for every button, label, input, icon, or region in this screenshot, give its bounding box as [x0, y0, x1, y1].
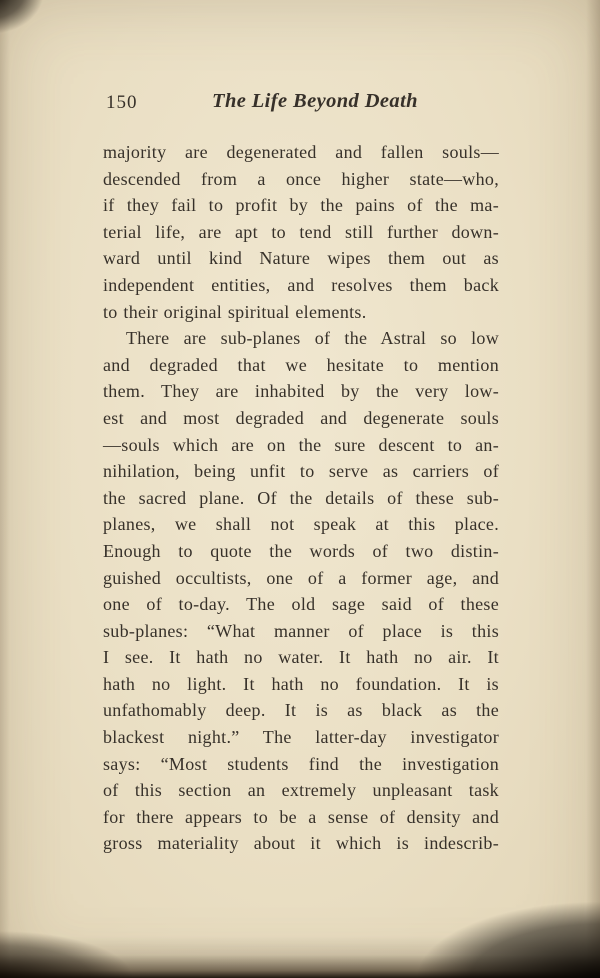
text-line: ward until kind Nature wipes them out as: [103, 248, 499, 269]
scan-shadow-right-edge: [586, 0, 600, 978]
scan-shadow-bottom-right: [365, 880, 600, 978]
text-line: the sacred plane. Of the details of these sub-: [103, 487, 499, 508]
text-line: says: “Most students find the investigation: [103, 753, 499, 774]
text-line: nihilation, being unfit to serve as carriers of: [103, 461, 499, 482]
text-line: unfathomably deep. It is as black as the: [103, 700, 499, 721]
text-line: Enough to quote the words of two distin-: [103, 540, 499, 561]
text-line: —souls which are on the sure descent to an-: [103, 434, 499, 455]
page-number: 150: [106, 92, 138, 113]
text-line: est and most degraded and degenerate souls: [103, 407, 499, 428]
text-line: if they fail to profit by the pains of the ma-: [103, 195, 499, 216]
text-line: guished occultists, one of a former age, and: [103, 567, 499, 588]
text-line: There are sub-planes of the Astral so low: [126, 328, 499, 349]
scan-shadow-left-edge: [0, 0, 10, 978]
text-line: hath no light. It hath no foundation. It is: [103, 673, 499, 694]
scan-shadow-bottom-edge: [0, 936, 600, 978]
text-line: blackest night.” The latter-day investigator: [103, 727, 499, 748]
text-line: one of to-day. The old sage said of these: [103, 594, 499, 615]
page-header: [103, 90, 499, 120]
text-line: sub-planes: “What manner of place is this: [103, 620, 499, 641]
text-line: terial life, are apt to tend still further down-: [103, 221, 499, 242]
text-line: gross materiality about it which is indescrib-: [103, 833, 499, 854]
text-line: independent entities, and resolves them back: [103, 274, 499, 295]
scan-shadow-bottom-left: [0, 916, 175, 978]
text-line: them. They are inhabited by the very low-: [103, 381, 499, 402]
text-line: majority are degenerated and fallen souls—: [103, 142, 499, 162]
text-line: planes, we shall not speak at this place.: [103, 514, 499, 535]
page-body: [103, 139, 499, 857]
running-title: The Life Beyond Death: [212, 90, 418, 112]
text-line: and degraded that we hesitate to mention: [103, 354, 499, 375]
text-line: to their original spiritual elements.: [103, 301, 367, 322]
text-line: descended from a once higher state—who,: [103, 168, 499, 189]
text-line: of this section an extremely unpleasant task: [103, 780, 499, 801]
scan-shadow-top-left: [0, 0, 72, 58]
text-line: I see. It hath no water. It hath no air. It: [103, 647, 499, 668]
text-line: for there appears to be a sense of density and: [103, 806, 499, 827]
